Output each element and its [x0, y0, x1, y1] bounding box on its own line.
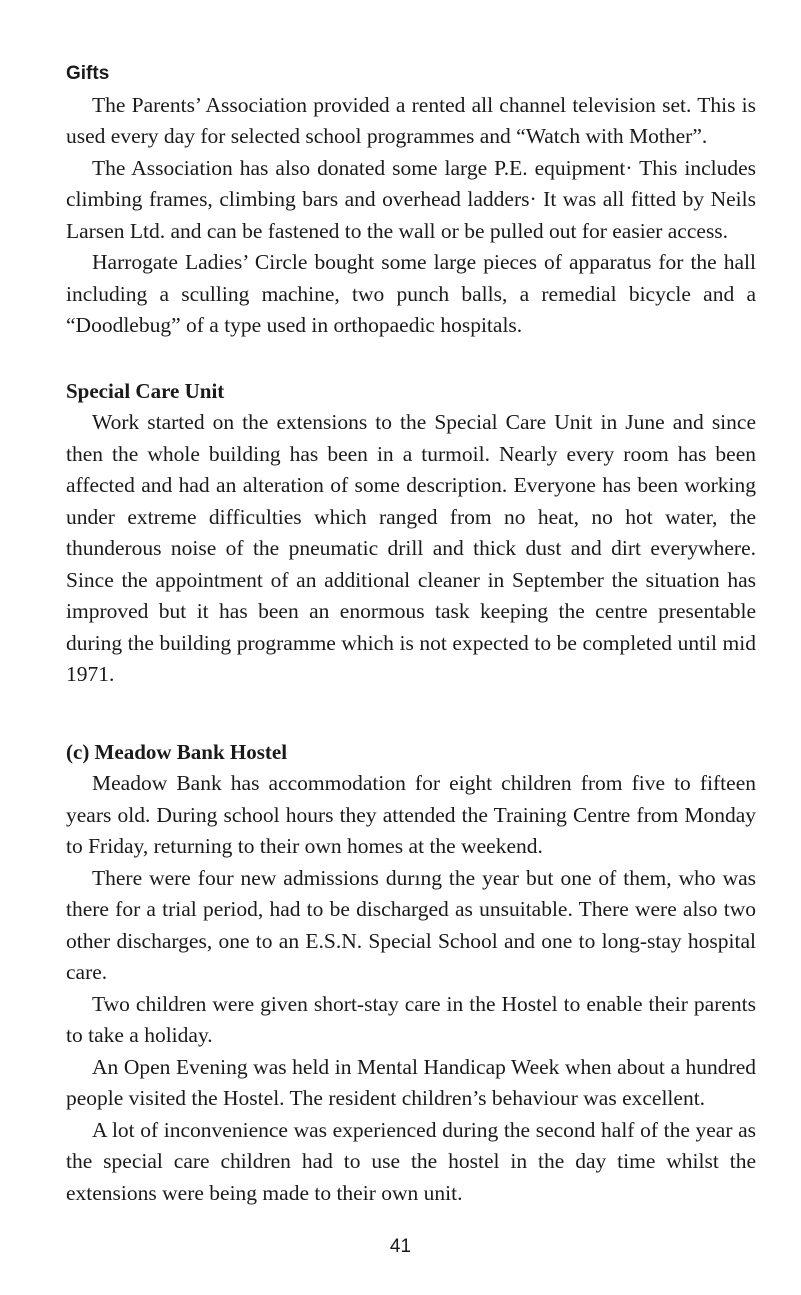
section-meadow-bank-hostel — [66, 737, 756, 1210]
paragraph: Harrogate Ladies’ Circle bought some large pieces of apparatus for the hall including a sculling machine, two punch balls, a remedial bicycle and a “Doodlebug” of a type used in orthopaedic hospitals. — [66, 250, 756, 337]
section-gifts — [66, 58, 756, 342]
paragraph: The Parents’ Association provided a rented all channel television set. This is used every day for selected school programmes and “Watch with Mother”. — [66, 92, 756, 148]
section-heading: Special Care Unit — [66, 378, 225, 403]
page-number: 41 — [389, 1236, 412, 1257]
paragraph: An Open Evening was held in Mental Handicap Week when about a hundred people visited the Hostel. The resident children’s behaviour was excellent. — [66, 1054, 756, 1110]
paragraph: Work started on the extensions to the Special Care Unit in June and since then the whole building has been in a turmoil. Nearly every room has been affected and had an alteration of some description. Everyone has been working under extreme difficulties which ranged from no heat, no hot water, the thunderous noise of the pneumatic drill and thick dust and dirt everywhere. Since the appointment of an additional cleaner in September the situation has improved but it has been an enormous task keeping the centre presentable during the building programme which is not expected to be completed until mid 1971. — [66, 410, 756, 686]
section-spacer — [66, 691, 756, 737]
paragraph: There were four new admissions durıng the year but one of them, who was there for a trial period, had to be discharged as unsuitable. There were also two other discharges, one to an E.S.N. Special School and one to long-stay hospital care. — [66, 865, 756, 984]
document-page — [66, 58, 756, 1209]
paragraph: The Association has also donated some large P.E. equipment· This includes climbing frames, climbing bars and overhead ladders· It was all fitted by Neils Larsen Ltd. and can be fastened to the wall or be pulled out for easier access. — [66, 155, 756, 243]
paragraph: Two children were given short-stay care in the Hostel to enable their parents to take a holiday. — [66, 991, 756, 1047]
paragraph: A lot of inconvenience was experienced during the second half of the year as the special care children had to use the hostel in the day time whilst the extensions were being made to their own unit. — [66, 1117, 756, 1205]
section-spacer — [66, 342, 756, 376]
section-special-care-unit — [66, 376, 756, 691]
section-heading: Gifts — [66, 63, 110, 84]
section-heading: (c) Meadow Bank Hostel — [66, 739, 288, 764]
paragraph: Meadow Bank has accommodation for eight children from five to fifteen years old. During school hours they attended the Training Centre from Monday to Friday, returning to their own homes at the weekend. — [66, 771, 756, 858]
